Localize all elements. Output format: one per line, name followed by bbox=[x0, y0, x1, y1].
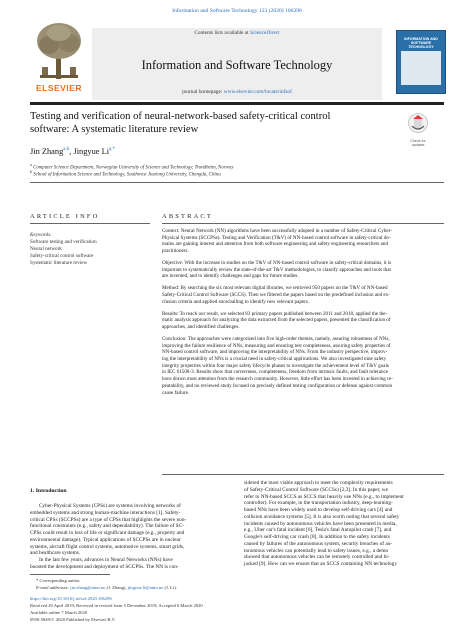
affiliation: $^b$ School of Information Science and Technology, Southwest Jiaotong University, Chengdu, China bbox=[30, 169, 221, 178]
doi-link[interactable]: https://doi.org/10.1016/j.infsof.2020.106296 bbox=[30, 596, 112, 601]
journal-citation[interactable]: Information and Software Technology 123 (2020) 106296 bbox=[172, 8, 302, 14]
journal-banner bbox=[92, 28, 382, 100]
author-name[interactable]: Jin Zhang bbox=[30, 147, 64, 156]
article-title: Testing and verification of neural-network-based safety-critical control software: A systematic literature review bbox=[30, 111, 331, 135]
corresponding-author-note: * Corresponding author. bbox=[36, 578, 81, 583]
journal-title: Information and Software Technology bbox=[141, 58, 333, 72]
check-for-updates-badge[interactable]: Check for updates bbox=[404, 112, 432, 146]
keyword-item: Neural network bbox=[30, 246, 62, 252]
footnote-rule bbox=[30, 574, 110, 575]
cover-title: INFORMATION AND SOFTWARE TECHNOLOGY bbox=[404, 37, 438, 50]
homepage-line: journal homepage: www.elsevier.com/locate/infsof bbox=[182, 89, 292, 95]
masthead-divider bbox=[30, 102, 444, 105]
abstract-heading: ABSTRACT bbox=[162, 213, 213, 220]
cover-image bbox=[401, 51, 441, 85]
abstract-paragraph: Results: To reach our result, we selected 83 primary papers published between 2011 and 2018, applied the the- matic analysis approach for analyzing the data extracted from the selected papers, presented the classification of approaches, and identified challenges. bbox=[162, 310, 391, 330]
abstract-body bbox=[162, 228, 444, 401]
keyword-item: Safety-critical control software bbox=[30, 253, 94, 259]
abstract-rule bbox=[162, 223, 444, 224]
email-link[interactable]: jingyue.li@ntnu.no bbox=[127, 585, 164, 590]
email-line: E-mail addresses: jin.zhang@ntnu.no (J. Zhang), jingyue.li@ntnu.no (J. Li). bbox=[36, 585, 177, 590]
abstract-end-rule bbox=[162, 474, 444, 475]
body-column-left: Cyber-Physical Systems (CPSs) are systems involving networks of embedded systems and strong human-machine interactions [1]. Safety- critical CPSs (SCCPSs) are a type of CPSs that highlights the severe non- functional constraints (e.g., safety and dependability). The failure of SC- CPSs could result in loss of life or significant damage (e.g., property and environmental damage). Typical applications of SCCPSs are in nuclear systems, aircraft flight control systems, automotive systems, smart grids, and healthcare systems. In the last few years, advances in Neural Networks (NNs) have boosted the development and deployment of SCCPSs. The NN is con- bbox=[30, 503, 187, 570]
section-heading-introduction: 1. Introduction bbox=[30, 488, 67, 494]
keyword-item: Systematic literature review bbox=[30, 260, 88, 266]
article-info-rule bbox=[30, 223, 150, 224]
contents-line: Contents lists available at ScienceDirect bbox=[194, 30, 280, 36]
abstract-paragraph: Conclusion: The approaches were categorized into five high-order themes, namely, assuring robustness of NNs, improving the failure resilience of NNs, measuring and ensuring test completeness, assuring safety properties of NN-based control software, and improving the interpretability of NNs. From the industry perspective, improv- ing the interpretability of NNs is a crucial need in safety-critical applications. We also investigated nine safety integrity properties within four major safety lifecycle phases to investigate the achievement level of T&V goals in IEC 61508-3. Results show that correctness, completeness, freedom from intrinsic faults, and fault tolerance have drawn most attention from the research community. However, little effort has been invested in achieving re- peatability, and no reviewed study focused on precisely defined testing configuration or defense against common cause failure. bbox=[162, 335, 393, 396]
author-name[interactable]: Jingyue Li bbox=[73, 147, 110, 156]
affiliation: $^a$ Computer Science Department, Norwegian University of Science and Technology, Trondheim, Norway bbox=[30, 162, 234, 171]
abstract-paragraph: Method: By searching the six most relevant digital libraries, we retrieved 950 papers on the T&V of NN-based Safety-Critical Control Software (SCCS). Then we filtered the papers based on the predefined inclusion and ex- clusion criteria and applied snowballing to identify new relevant papers. bbox=[162, 285, 390, 305]
elsevier-logo bbox=[30, 18, 88, 100]
email-link[interactable]: jin.zhang@ntnu.no bbox=[70, 585, 106, 590]
crossmark-icon bbox=[404, 112, 432, 134]
received-dates: Received 20 April 2019; Received in revised form 5 December 2019; Accepted 6 March 2020 bbox=[30, 603, 203, 608]
author-list: Jin Zhang$^{a,b}$, Jingyue $Li^{a,*}$ bbox=[30, 147, 116, 156]
journal-homepage-link[interactable]: www.elsevier.com/locate/infsof bbox=[223, 89, 292, 95]
abstract-paragraph: Context: Neural Network (NN) algorithms have been successfully adopted in a number of Safety-Critical Cyber- Physical Systems (SCCPSs). Testing and Verification (T&V) of NN-based control software in safety-critical do- mains are gaining interest and attention from both software engineering and safety engineering researchers and practitioners. bbox=[162, 228, 392, 255]
abstract-paragraph: Objective: With the increase in studies on the T&V of NN-based control software in safety-critical domains, it is important to systematically review the state-of-the-art T&V methodologies, to classify approaches and tools that are invented, and to identify challenges and gaps for future studies. bbox=[162, 260, 392, 280]
keyword-item: Software testing and verification bbox=[30, 239, 97, 245]
publisher-name: ELSEVIER bbox=[35, 83, 83, 93]
copyright-line: 0950-5849/© 2020 Published by Elsevier B.V. bbox=[30, 617, 116, 622]
journal-cover-thumbnail[interactable] bbox=[396, 30, 446, 94]
sciencedirect-link[interactable]: ScienceDirect bbox=[249, 30, 280, 36]
keywords-label: Keywords: bbox=[30, 232, 52, 238]
body-column-right: sidered the most viable approach to meet the complexity requirements of Safety-Critical Control Software (SCCSs) [2,3]. In this paper, we refer to NN-based SCCS as SCCS that heavily use NNs (e.g., to implement controller). For example, in the transportation industry, deep-learning- based NNs have been widely used to develop self-driving cars [4] and collision avoidance systems [5]. It is also worth noting that several safety incidents caused by autonomous vehicles have been presented in media, e.g., Uber car's fatal incident [6], Tesla's fatal Autopilot crash [7], and Google's self-driving car crash [8]. In addition to the safety incidents caused by failures of the autonomous system, security breaches of au- tonomous vehicles can potentially lead to safety issues, e.g., a demo showed that autonomous vehicles can be remotely controlled and hi- jacked [9]. How can we ensure that an SCCS containing NN technology bbox=[244, 480, 404, 567]
affiliation-divider bbox=[30, 182, 444, 183]
journal-masthead bbox=[30, 18, 444, 100]
article-info-heading: ARTICLE INFO bbox=[30, 213, 100, 220]
elsevier-tree-icon bbox=[34, 21, 84, 81]
available-online-date: Available online 7 March 2020 bbox=[30, 610, 88, 615]
